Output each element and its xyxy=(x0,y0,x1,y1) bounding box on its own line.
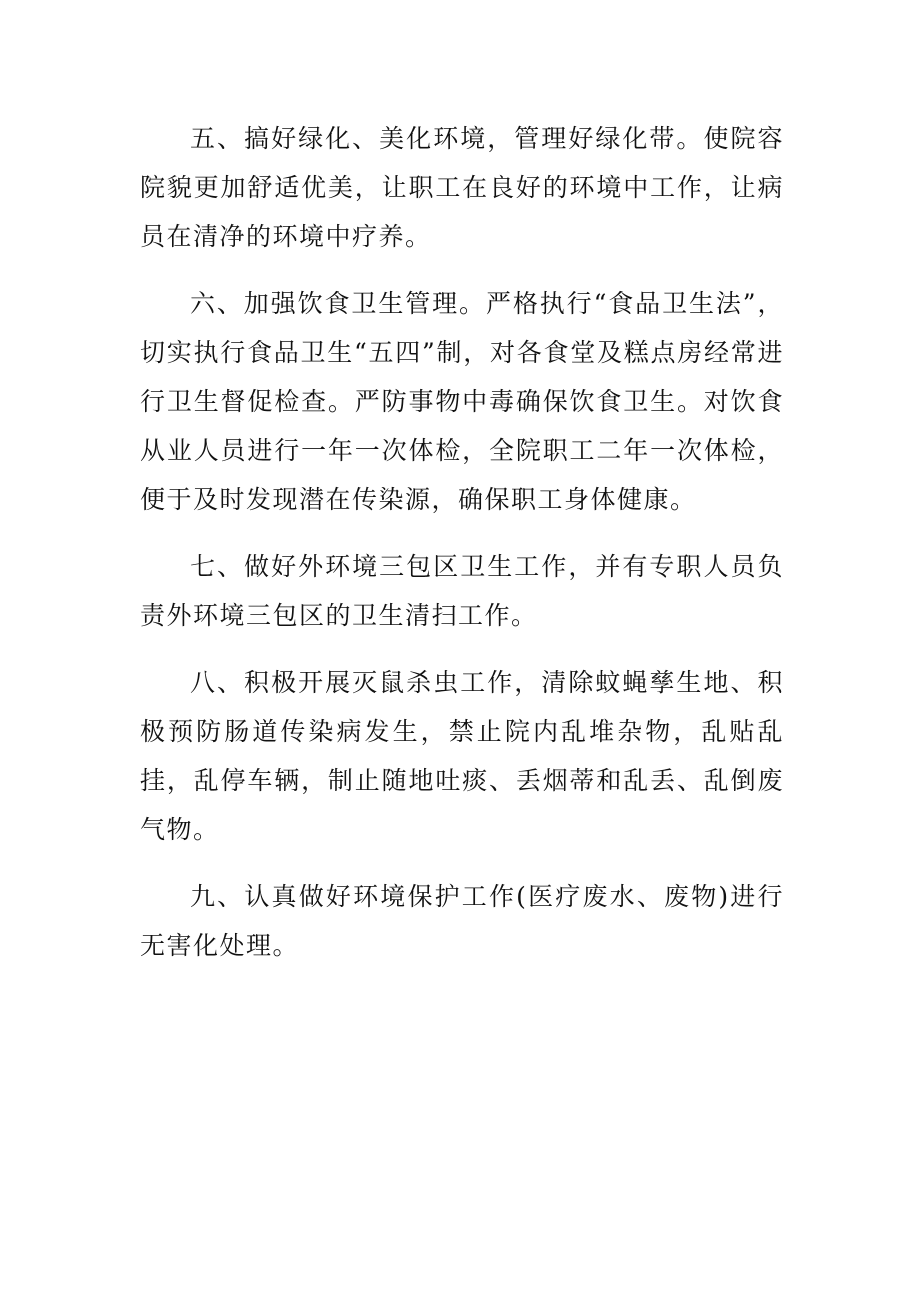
paragraph-5: 五、搞好绿化、美化环境，管理好绿化带。使院容院貌更加舒适优美，让职工在良好的环境中工作，让病员在清净的环境中疗养。 xyxy=(140,124,784,251)
paragraph-8: 八、积极开展灭鼠杀虫工作，清除蚊蝇孳生地、积极预防肠道传染病发生，禁止院内乱堆杂物，乱贴乱挂，乱停车辆，制止随地吐痰、丢烟蒂和乱丢、乱倒废气物。 xyxy=(140,668,784,844)
paragraph-7: 七、做好外环境三包区卫生工作，并有专职人员负责外环境三包区的卫生清扫工作。 xyxy=(140,552,784,630)
paragraph-6: 六、加强饮食卫生管理。严格执行“食品卫生法”，切实执行食品卫生“五四”制，对各食堂及糕点房经常进行卫生督促检查。严防事物中毒确保饮食卫生。对饮食从业人员进行一年一次体检，全院职工二年一次体检，便于及时发现潜在传染源，确保职工身体健康。 xyxy=(140,289,784,514)
paragraph-9: 九、认真做好环境保护工作(医疗废水、废物)进行无害化处理。 xyxy=(140,882,784,960)
document-body xyxy=(140,114,784,988)
